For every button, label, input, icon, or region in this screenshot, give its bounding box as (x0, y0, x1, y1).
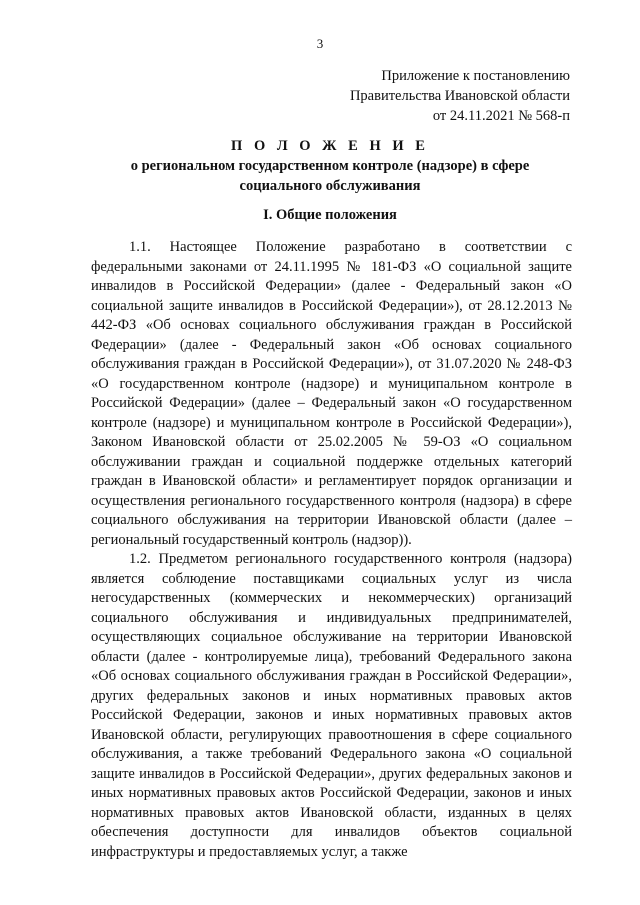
section-heading: I. Общие положения (263, 207, 397, 223)
appendix-reference (350, 66, 570, 126)
appendix-line-2: Правительства Ивановской области (349, 88, 570, 104)
document-title: П О Л О Ж Е Н И Е (231, 138, 429, 154)
document-subtitle-line-1: о региональном государственном контроле (надзоре) в сфере (130, 158, 530, 174)
document-subtitle-line-2: социального обслуживания (239, 178, 421, 194)
document-title-block (40, 136, 620, 196)
page-number: 3 (316, 36, 324, 51)
paragraph-1-2: 1.2. Предметом регионального государственного контроля (надзора) является соблюдение поставщиками социальных услуг из числа негосударственных (коммерческих и некоммерческих) организаций социального обслуживания и индивидуальных предпринимателей, осуществляющих социальное обслуживание на территории Ивановской области (далее - контролируемые лица), требований Федерального закона «Об основах социального обслуживания граждан в Российской Федерации», других федеральных законов и иных нормативных правовых актов Российской Федерации, законов и иных нормативных правовых актов Ивановской области, регулирующих правоотношения в сфере социального обслуживания, а также требований Федерального закона «О социальной защите инвалидов в Российской Федерации», других федеральных законов и иных нормативных правовых актов Российской Федерации, законов и иных нормативных правовых актов Ивановской области, изданных в целях обеспечения доступности для инвалидов объектов социальной инфраструктуры и предоставляемых услуг, а также (91, 551, 572, 860)
paragraph-1-1: 1.1. Настоящее Положение разработано в соответствии с федеральными законами от 24.11.1995 № 181-ФЗ «О социальной защите инвалидов в Российской Федерации» (далее - Федеральный закон «О социальной защите инвалидов в Российской Федерации»), от 28.12.2013 № 442-ФЗ «Об основах социального обслуживания граждан в Российской Федерации» (далее - Федеральный закон «Об основах социального обслуживания граждан в Российской Федерации»), от 31.07.2020 № 248-ФЗ «О государственном контроле (надзоре) и муниципальном контроле в Российской Федерации» (далее – Федеральный закон «О государственном контроле (надзоре) и муниципальном контроле в Российской Федерации»), Законом Ивановской области от 25.02.2005 № 59-ОЗ «О социальном обслуживании граждан и социальной поддержке отдельных категорий граждан в Ивановской области» и регламентирует порядок организации и осуществления регионального государственного контроля (надзора) в сфере социального обслуживания на территории Ивановской области (далее – региональный государственный контроль (надзор)). (91, 239, 572, 548)
body-text (91, 238, 572, 862)
appendix-line-1: Приложение к постановлению (381, 68, 570, 84)
appendix-line-3: от 24.11.2021 № 568-п (432, 108, 570, 124)
